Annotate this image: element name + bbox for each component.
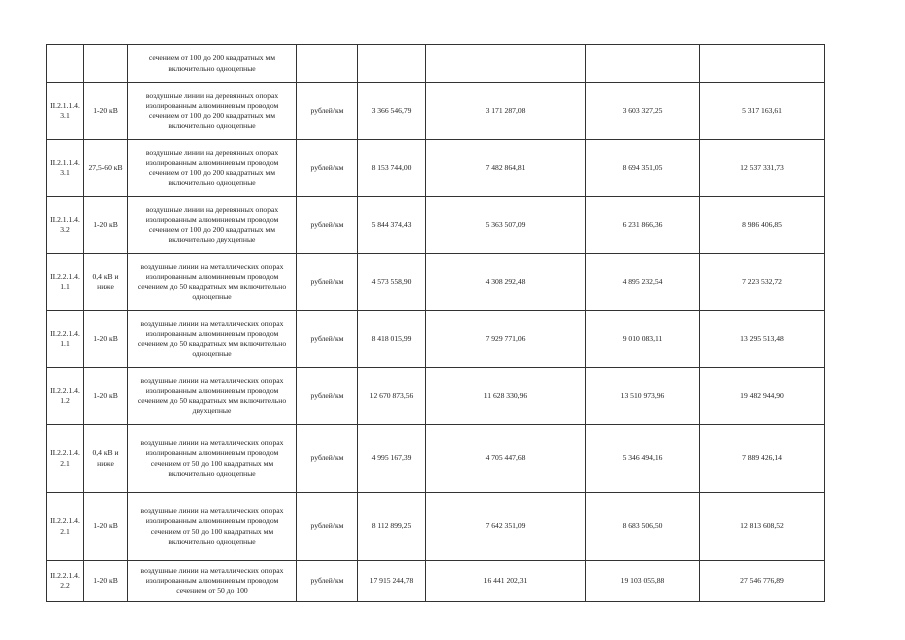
row-value-3-cell bbox=[586, 83, 700, 140]
row-value-3-text: 5 346 494,16 bbox=[622, 453, 663, 463]
row-code-cell bbox=[47, 197, 84, 254]
row-voltage-text: 1-20 кВ bbox=[93, 219, 118, 229]
row-voltage-cell bbox=[84, 561, 128, 602]
row-value-3-cell bbox=[586, 45, 700, 83]
row-value-3-cell bbox=[586, 561, 700, 602]
row-value-2-cell bbox=[426, 368, 586, 425]
row-description-text: воздушные линии на деревянных опорах изолированным алюминиевым проводом сечением от 100 до 200 квадратных мм включительно одноцепные bbox=[145, 90, 279, 131]
row-value-1-cell bbox=[358, 254, 426, 311]
row-value-4-cell bbox=[700, 140, 825, 197]
row-code-text: II.2.2.1.4.1.2 bbox=[50, 385, 80, 405]
row-description-text: воздушные линии на металлических опорах изолированным алюминиевым проводом сечением до 50 квадратных мм включительно одноцепные bbox=[137, 261, 287, 302]
row-code-text: II.2.1.1.4.3.1 bbox=[50, 157, 80, 177]
row-voltage-cell bbox=[84, 368, 128, 425]
row-value-3-cell bbox=[586, 140, 700, 197]
row-value-1-cell bbox=[358, 140, 426, 197]
row-unit-text: рублей/км bbox=[310, 276, 344, 286]
row-value-1-cell bbox=[358, 493, 426, 561]
row-value-4-cell bbox=[700, 45, 825, 83]
row-description-text: воздушные линии на металлических опорах изолированным алюминиевым проводом сечением от 50 до 100 bbox=[140, 565, 284, 595]
row-value-4-text: 27 546 776,89 bbox=[740, 575, 784, 585]
row-voltage-cell bbox=[84, 45, 128, 83]
row-value-3-text: 19 103 055,88 bbox=[620, 575, 665, 585]
row-voltage-text: 1-20 кВ bbox=[93, 333, 118, 343]
row-description-text: воздушные линии на деревянных опорах изолированным алюминиевым проводом сечением от 100 до 200 квадратных мм включительно одноцепные bbox=[145, 147, 279, 188]
row-value-1-text: 8 112 899,25 bbox=[371, 521, 412, 531]
row-value-1-text: 8 418 015,99 bbox=[371, 333, 412, 343]
row-description-text: воздушные линии на металлических опорах изолированным алюминиевым проводом сечением до 50 квадратных мм включительно двухцепные bbox=[137, 375, 287, 416]
row-unit-cell bbox=[297, 83, 358, 140]
row-value-1-cell bbox=[358, 425, 426, 493]
row-value-1-text: 3 366 546,79 bbox=[371, 105, 412, 115]
row-description-cell bbox=[128, 140, 297, 197]
row-value-1-cell bbox=[358, 83, 426, 140]
row-voltage-cell bbox=[84, 254, 128, 311]
row-value-1-cell bbox=[358, 561, 426, 602]
row-value-3-cell bbox=[586, 254, 700, 311]
row-description-cell bbox=[128, 254, 297, 311]
row-value-1-text: 4 995 167,39 bbox=[371, 453, 412, 463]
row-value-2-cell bbox=[426, 493, 586, 561]
row-value-1-cell bbox=[358, 197, 426, 254]
row-description-cell bbox=[128, 83, 297, 140]
row-value-1-text: 4 573 558,90 bbox=[371, 276, 412, 286]
row-description-cell bbox=[128, 493, 297, 561]
row-code-cell bbox=[47, 493, 84, 561]
row-value-2-cell bbox=[426, 425, 586, 493]
row-value-3-cell bbox=[586, 311, 700, 368]
row-unit-text: рублей/км bbox=[310, 105, 344, 115]
row-code-cell bbox=[47, 83, 84, 140]
row-voltage-cell bbox=[84, 425, 128, 493]
row-voltage-text: 1-20 кВ bbox=[93, 390, 118, 400]
row-value-4-cell bbox=[700, 197, 825, 254]
row-code-cell bbox=[47, 140, 84, 197]
row-unit-text: рублей/км bbox=[310, 521, 344, 531]
row-code-cell bbox=[47, 368, 84, 425]
row-code-text: II.2.1.1.4.3.1 bbox=[50, 100, 80, 120]
row-code-text: II.2.1.1.4.3.2 bbox=[50, 214, 80, 234]
row-voltage-text: 1-20 кВ bbox=[93, 105, 118, 115]
table-row bbox=[47, 45, 825, 83]
row-value-2-cell bbox=[426, 140, 586, 197]
row-value-3-text: 3 603 327,25 bbox=[622, 105, 663, 115]
row-value-4-cell bbox=[700, 83, 825, 140]
row-code-cell bbox=[47, 561, 84, 602]
row-description-cell bbox=[128, 311, 297, 368]
row-unit-cell bbox=[297, 311, 358, 368]
row-unit-cell bbox=[297, 254, 358, 311]
row-unit-cell bbox=[297, 368, 358, 425]
row-value-4-text: 12 813 608,52 bbox=[740, 521, 784, 531]
row-value-4-cell bbox=[700, 368, 825, 425]
row-value-3-text: 8 683 506,50 bbox=[622, 521, 663, 531]
row-value-2-cell bbox=[426, 197, 586, 254]
row-value-3-text: 6 231 866,36 bbox=[622, 219, 663, 229]
row-value-4-cell bbox=[700, 311, 825, 368]
table-row bbox=[47, 311, 825, 368]
row-description-text: воздушные линии на деревянных опорах изолированным алюминиевым проводом сечением от 100 до 200 квадратных мм включительно двухцепные bbox=[145, 204, 279, 245]
row-voltage-text: 27,5-60 кВ bbox=[88, 162, 123, 172]
row-voltage-cell bbox=[84, 83, 128, 140]
row-value-4-text: 12 537 331,73 bbox=[740, 162, 784, 172]
row-value-2-text: 4 705 447,68 bbox=[485, 453, 526, 463]
row-unit-text: рублей/км bbox=[310, 219, 344, 229]
row-value-3-text: 4 895 232,54 bbox=[622, 276, 663, 286]
row-value-2-cell bbox=[426, 311, 586, 368]
row-voltage-cell bbox=[84, 197, 128, 254]
row-value-2-text: 4 308 292,48 bbox=[485, 276, 526, 286]
table-row bbox=[47, 140, 825, 197]
table-row bbox=[47, 561, 825, 602]
row-value-2-cell bbox=[426, 561, 586, 602]
row-unit-cell bbox=[297, 493, 358, 561]
row-value-2-cell bbox=[426, 45, 586, 83]
table-row bbox=[47, 425, 825, 493]
row-value-2-text: 11 628 330,96 bbox=[483, 390, 528, 400]
row-value-3-text: 8 694 351,05 bbox=[622, 162, 663, 172]
row-code-cell bbox=[47, 311, 84, 368]
row-value-4-text: 7 889 426,14 bbox=[742, 453, 782, 463]
row-value-1-cell bbox=[358, 311, 426, 368]
row-unit-text: рублей/км bbox=[310, 162, 344, 172]
row-value-1-text: 12 670 873,56 bbox=[369, 390, 414, 400]
row-unit-cell bbox=[297, 140, 358, 197]
row-value-4-cell bbox=[700, 493, 825, 561]
row-unit-cell bbox=[297, 197, 358, 254]
row-voltage-cell bbox=[84, 140, 128, 197]
table-row bbox=[47, 254, 825, 311]
row-value-4-text: 13 295 513,48 bbox=[740, 333, 784, 343]
row-unit-text: рублей/км bbox=[310, 453, 344, 463]
row-value-4-text: 19 482 944,90 bbox=[740, 390, 784, 400]
row-voltage-text: 0,4 кВ и ниже bbox=[92, 271, 119, 291]
row-description-text: воздушные линии на металлических опорах изолированным алюминиевым проводом сечением от 50 до 100 квадратных мм включительно одноцепные bbox=[140, 506, 284, 546]
row-value-3-cell bbox=[586, 493, 700, 561]
row-code-text: II.2.2.1.4.2.2 bbox=[50, 570, 80, 590]
row-value-2-cell bbox=[426, 254, 586, 311]
row-value-1-text: 8 153 744,00 bbox=[371, 162, 412, 172]
row-value-2-text: 7 929 771,06 bbox=[485, 333, 526, 343]
row-value-3-text: 13 510 973,96 bbox=[620, 390, 665, 400]
row-code-text: II.2.2.1.4.2.1 bbox=[50, 516, 80, 536]
row-description-cell bbox=[128, 425, 297, 493]
row-code-cell bbox=[47, 45, 84, 83]
row-unit-cell bbox=[297, 561, 358, 602]
tariff-table bbox=[46, 44, 825, 602]
row-value-3-cell bbox=[586, 425, 700, 493]
row-value-1-cell bbox=[358, 45, 426, 83]
row-value-4-text: 8 986 406,85 bbox=[742, 219, 782, 229]
row-value-2-text: 7 642 351,09 bbox=[485, 521, 526, 531]
row-code-cell bbox=[47, 425, 84, 493]
table-row bbox=[47, 368, 825, 425]
row-unit-text: рублей/км bbox=[310, 390, 344, 400]
row-unit-text: рублей/км bbox=[310, 575, 344, 585]
row-value-2-text: 16 441 202,31 bbox=[483, 575, 528, 585]
row-voltage-text: 0,4 кВ и ниже bbox=[92, 448, 119, 468]
row-value-1-cell bbox=[358, 368, 426, 425]
row-unit-cell bbox=[297, 425, 358, 493]
table-row bbox=[47, 83, 825, 140]
row-voltage-text: 1-20 кВ bbox=[93, 575, 118, 585]
table-row bbox=[47, 197, 825, 254]
row-value-4-cell bbox=[700, 561, 825, 602]
table-row bbox=[47, 493, 825, 561]
row-value-2-text: 3 171 287,08 bbox=[485, 105, 526, 115]
row-description-cell bbox=[128, 45, 297, 83]
row-value-1-text: 17 915 244,78 bbox=[369, 575, 414, 585]
row-value-2-cell bbox=[426, 83, 586, 140]
row-value-4-cell bbox=[700, 425, 825, 493]
row-description-cell bbox=[128, 197, 297, 254]
row-value-4-cell bbox=[700, 254, 825, 311]
row-value-2-text: 7 482 864,81 bbox=[485, 162, 526, 172]
row-value-1-text: 5 844 374,43 bbox=[371, 219, 412, 229]
row-code-text: II.2.2.1.4.2.1 bbox=[50, 448, 80, 468]
row-value-4-text: 5 317 163,61 bbox=[742, 105, 782, 115]
row-value-3-cell bbox=[586, 368, 700, 425]
row-value-2-text: 5 363 507,09 bbox=[485, 219, 526, 229]
row-value-3-text: 9 010 083,11 bbox=[622, 333, 663, 343]
row-description-cell bbox=[128, 368, 297, 425]
row-description-text: воздушные линии на металлических опорах изолированным алюминиевым проводом сечением от 50 до 100 квадратных мм включительно одноцепные bbox=[140, 438, 284, 478]
row-unit-cell bbox=[297, 45, 358, 83]
row-voltage-cell bbox=[84, 311, 128, 368]
row-value-4-text: 7 223 532,72 bbox=[742, 276, 782, 286]
row-code-text: II.2.2.1.4.1.1 bbox=[50, 328, 80, 348]
row-code-text: II.2.2.1.4.1.1 bbox=[50, 271, 80, 291]
row-description-cell bbox=[128, 561, 297, 602]
row-value-3-cell bbox=[586, 197, 700, 254]
tariff-table-body bbox=[47, 45, 825, 602]
row-unit-text: рублей/км bbox=[310, 333, 344, 343]
row-voltage-cell bbox=[84, 493, 128, 561]
row-voltage-text: 1-20 кВ bbox=[93, 521, 118, 531]
row-description-text: сечением от 100 до 200 квадратных мм включительно одноцепные bbox=[148, 53, 276, 73]
row-description-text: воздушные линии на металлических опорах изолированным алюминиевым проводом сечением до 50 квадратных мм включительно одноцепные bbox=[137, 318, 287, 359]
row-code-cell bbox=[47, 254, 84, 311]
